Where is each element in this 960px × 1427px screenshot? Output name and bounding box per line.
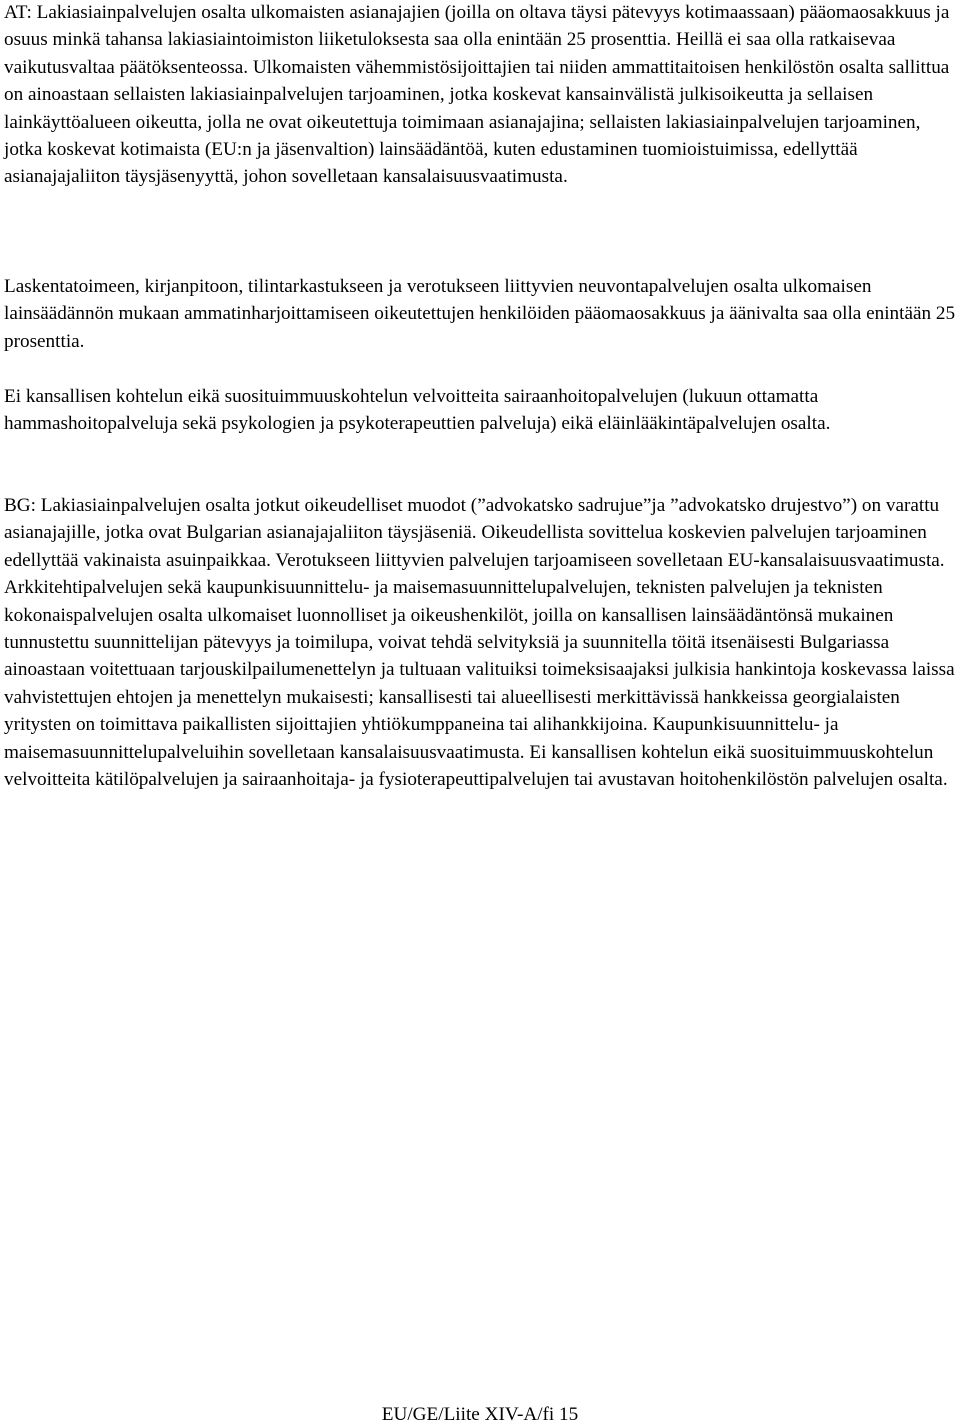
paragraph-accounting-services: Laskentatoimeen, kirjanpitoon, tilintarkastukseen ja verotukseen liittyvien neuvontapalvelujen osalta ulkomaisen lainsäädännön mukaan ammatinharjoittamiseen oikeutettujen henkilöiden pääomaosakkuus ja äänivalta saa olla enintään 25 prosenttia. — [4, 276, 956, 352]
paragraph-health-services: Ei kansallisen kohtelun eikä suosituimmuuskohtelun velvoitteita sairaanhoitopalvelujen (lukuun ottamatta hammashoitopalveluja sekä psykologien ja psykoterapeuttien palveluja) eikä eläinlääkintäpalvelujen osalta. — [4, 386, 831, 435]
page-footer: EU/GE/Liite XIV-A/fi 15 — [381, 1404, 579, 1425]
paragraph-at-legal-services: AT: Lakiasiainpalvelujen osalta ulkomaisten asianajajien (joilla on oltava täysi pätevyys kotimaassaan) pääomaosakkuus ja osuus minkä tahansa lakiasiaintoimiston liiketuloksesta saa olla enintään 25 prosenttia. Heillä ei saa olla ratkaisevaa vaikutusvaltaa päätöksenteossa. Ulkomaisten vähemmistösijoittajien tai niiden ammattitaitoisen henkilöstön osalta sallittua on ainoastaan sellaisten lakiasiainpalvelujen tarjoaminen, jotka koskevat kansainvälistä julkisoikeutta ja sellaisen lainkäyttöalueen oikeutta, jolla ne ovat oikeutettuja toimimaan asianajajina; sellaisten lakiasiainpalvelujen tarjoaminen, jotka koskevat kotimaista (EU:n ja jäsenvaltion) lainsäädäntöä, kuten edustaminen tuomioistuimissa, edellyttää asianajajaliiton täysjäsenyyttä, johon sovelletaan kansalaisuusvaatimusta. — [4, 2, 950, 188]
paragraph-bg-legal-services: BG: Lakiasiainpalvelujen osalta jotkut oikeudelliset muodot (”advokatsko sadrujue”ja ”advokatsko drujestvo”) on varattu asianajajille, jotka ovat Bulgarian asianajajaliiton täysjäseniä. Oikeudellista sovittelua koskevien palvelujen tarjoaminen edellyttää vakinaista asuinpaikkaa. Verotukseen liittyvien palvelujen tarjoamiseen sovelletaan EU-kansalaisuusvaatimusta. Arkkitehtipalvelujen sekä kaupunkisuunnittelu- ja maisemasuunnittelupalvelujen, teknisten palvelujen ja teknisten kokonaispalvelujen osalta ulkomaiset luonnolliset ja oikeushenkilöt, joilla on kansallisen lainsäädäntönsä mukainen tunnustettu suunnittelijan pätevyys ja toimilupa, voivat tehdä selvityksiä ja suunnitella töitä itsenäisesti Bulgariassa ainoastaan voitettuaan tarjouskilpailumenettelyn ja tultuaan valituiksi toimeksisaajaksi julkisia hankintoja koskevassa laissa vahvistettujen ehtojen ja menettelyn mukaisesti; kansallisesti tai alueellisesti merkittävissä hankkeissa georgialaisten yritysten on toimittava paikallisten sijoittajien yhtiökumppaneina tai alihankkijoina. Kaupunkisuunnittelu- ja maisemasuunnittelupalveluihin sovelletaan kansalaisuusvaatimusta. Ei kansallisen kohtelun eikä suosituimmuuskohtelun velvoitteita kätilöpalvelujen ja sairaanhoitaja- ja fysioterapeuttipalvelujen tai avustavan hoitohenkilöstön palvelujen osalta. — [4, 495, 955, 791]
